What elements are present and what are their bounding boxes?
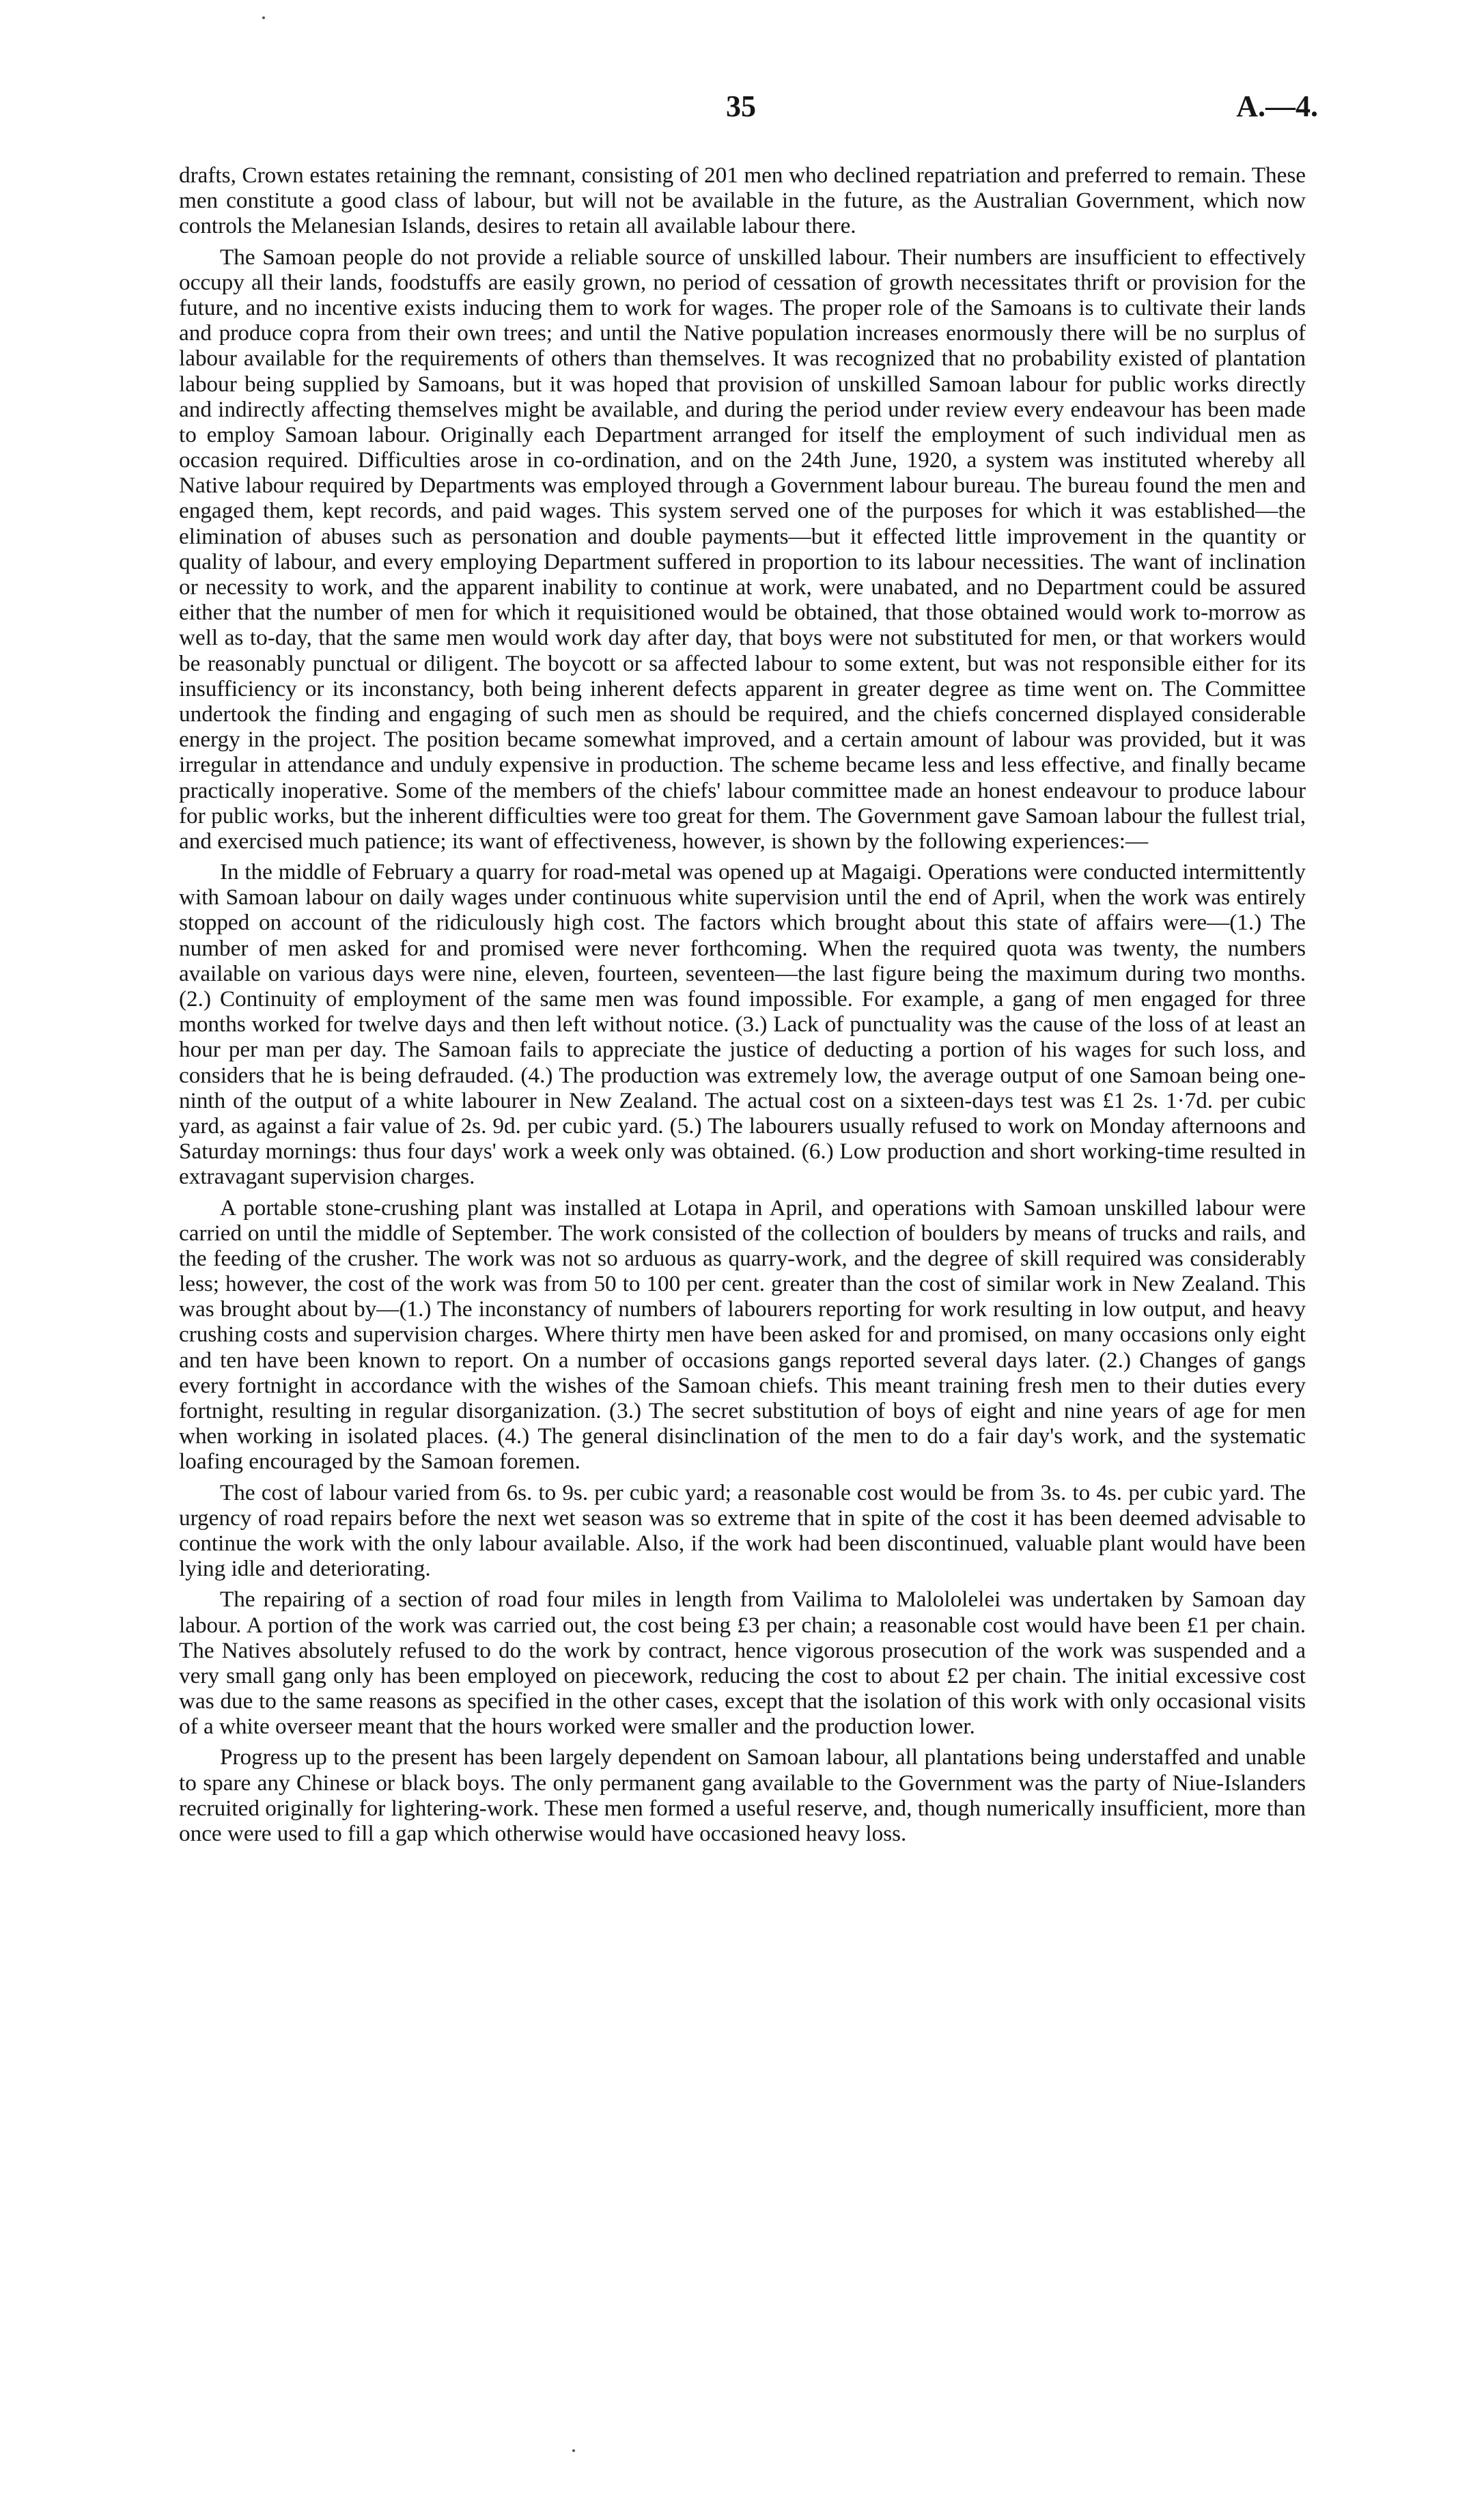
document-reference: A.—4. — [1236, 89, 1318, 123]
page-number: 35 — [726, 89, 756, 123]
page-header — [164, 89, 1318, 130]
paragraph-stone-crusher: A portable stone-crushing plant was installed at Lotapa in April, and operations with Samoan unskilled labour were carried on until the middle of September. The work consisted of the collection of boulders by means of trucks and rails, and the feeding of the crusher. The work was not so arduous as quarry-work, and the degree of skill required was considerably less; however, the cost of the work was from 50 to 100 per cent. greater than the cost of similar work in New Zealand. This was brought about by—(1.) The inconstancy of numbers of labourers reporting for work resulting in low output, and heavy crushing costs and supervision charges. Where thirty men have been asked for and promised, on many occasions only eight and ten have been known to report. On a number of occasions gangs reported several days later. (2.) Changes of gangs every fortnight in accordance with the wishes of the Samoan chiefs. This meant training fresh men to their duties every fortnight, resulting in regular disorganization. (3.) The secret substitution of boys of eight and nine years of age for men when working in isolated places. (4.) The general disinclination of the men to do a fair day's work, and the systematic loafing encouraged by the Samoan foremen. — [179, 1195, 1306, 1475]
paragraph-quarry: In the middle of February a quarry for road-metal was opened up at Magaigi. Operations were conducted intermittently with Samoan labour on daily wages under continuous white supervision until the end of April, when the work was entirely stopped on account of the ridiculously high cost. The factors which brought about this state of affairs were—(1.) The number of men asked for and promised were never forthcoming. When the required quota was twenty, the numbers available on various days were nine, eleven, fourteen, seventeen—the last figure being the maximum during two months. (2.) Continuity of employment of the same men was found impossible. For example, a gang of men engaged for three months worked for twelve days and then left without notice. (3.) Lack of punctuality was the cause of the loss of at least an hour per man per day. The Samoan fails to appreciate the justice of deducting a portion of his wages for such loss, and considers that he is being defrauded. (4.) The production was extremely low, the average output of one Samoan being one-ninth of the output of a white labourer in New Zealand. The actual cost on a sixteen-days test was £1 2s. 1·7d. per cubic yard, as against a fair value of 2s. 9d. per cubic yard. (5.) The labourers usually refused to work on Monday afternoons and Saturday mornings: thus four days' work a week only was obtained. (6.) Low production and short working-time resulted in extravagant supervision charges. — [179, 859, 1306, 1190]
paragraph-road-repair: The repairing of a section of road four miles in length from Vailima to Malololelei was undertaken by Samoan day labour. A portion of the work was carried out, the cost being £3 per chain; a reasonable cost would have been £1 per chain. The Natives absolutely refused to do the work by contract, hence vigorous prosecution of the work was suspended and a very small gang only has been employed on piecework, reducing the cost to about £2 per chain. The initial excessive cost was due to the same reasons as specified in the other cases, except that the isolation of this work with only occasional visits of a white overseer meant that the hours worked were smaller and the production lower. — [179, 1587, 1306, 1740]
scan-speck — [572, 2449, 575, 2452]
paragraph-progress: Progress up to the present has been largely dependent on Samoan labour, all plantations being understaffed and unable to spare any Chinese or black boys. The only permanent gang available to the Government was the party of Niue-Islanders recruited originally for lightering-work. These men formed a useful reserve, and, though numerically insufficient, more than once were used to fill a gap which otherwise would have occasioned heavy loss. — [179, 1744, 1306, 1846]
body-text — [179, 163, 1306, 1852]
paragraph-samoan-labour: The Samoan people do not provide a reliable source of unskilled labour. Their numbers are insufficient to effectively occupy all their lands, foodstuffs are easily grown, no period of cessation of growth necessitates thrift or provision for the future, and no incentive exists inducing them to work for wages. The proper role of the Samoans is to cultivate their lands and produce copra from their own trees; and until the Native population increases enormously there will be no surplus of labour available for the requirements of others than themselves. It was recognized that no probability existed of plantation labour being supplied by Samoans, but it was hoped that provision of unskilled Samoan labour for public works directly and indirectly affecting themselves might be available, and during the period under review every endeavour has been made to employ Samoan labour. Originally each Department arranged for itself the employment of such individual men as occasion required. Difficulties arose in co-ordination, and on the 24th June, 1920, a system was instituted whereby all Native labour required by Departments was employed through a Government labour bureau. The bureau found the men and engaged them, kept records, and paid wages. This system served one of the purposes for which it was established—the elimination of abuses such as personation and double payments—but it effected little improvement in the quantity or quality of labour, and every employing Department suffered in proportion to its labour necessities. The want of inclination or necessity to work, and the apparent inability to continue at work, were unabated, and no Department could be assured either that the number of men for which it requisitioned would be obtained, that those obtained would work to-morrow as well as to-day, that the same men would work day after day, that boys were not substituted for men, or that workers would be reasonably punctual or diligent. The boycott or sa affected labour to some extent, but was not responsible either for its insufficiency or its inconstancy, both being inherent defects apparent in greater degree as time went on. The Committee undertook the finding and engaging of such men as should be required, and the chiefs concerned displayed considerable energy in the project. The position became somewhat improved, and a certain amount of labour was provided, but it was irregular in attendance and unduly expensive in production. The scheme became less and less effective, and finally became practically inoperative. Some of the members of the chiefs' labour committee made an honest endeavour to produce labour for public works, but the inherent difficulties were too great for them. The Government gave Samoan labour the fullest trial, and exercised much patience; its want of effectiveness, however, is shown by the following experiences:— — [179, 244, 1306, 854]
paragraph-continuation: drafts, Crown estates retaining the remnant, consisting of 201 men who declined repatriation and preferred to remain. These men constitute a good class of labour, but will not be available in the future, as the Australian Government, which now controls the Melanesian Islands, desires to retain all available labour there. — [179, 163, 1306, 239]
scan-speck — [262, 16, 265, 19]
paragraph-labour-cost: The cost of labour varied from 6s. to 9s. per cubic yard; a reasonable cost would be from 3s. to 4s. per cubic yard. The urgency of road repairs before the next wet season was so extreme that in spite of the cost it has been deemed advisable to continue the work with the only labour available. Also, if the work had been discontinued, valuable plant would have been lying idle and deteriorating. — [179, 1479, 1306, 1582]
